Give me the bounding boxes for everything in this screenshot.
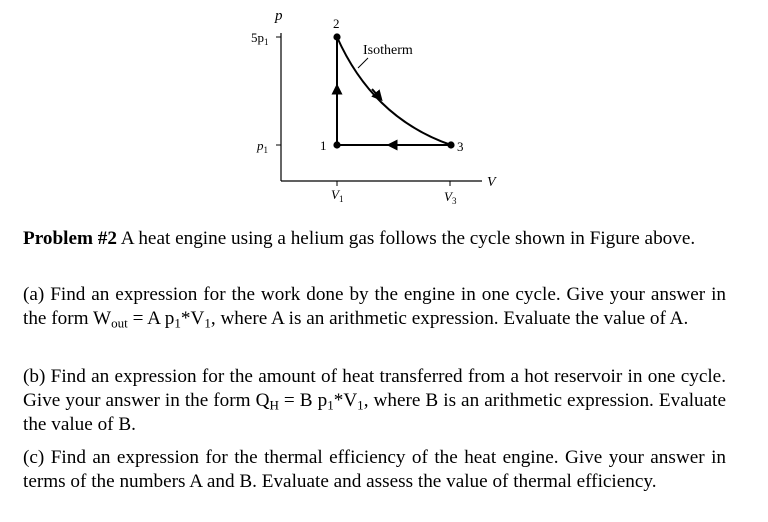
point-1-label: 1 xyxy=(320,138,327,153)
point-2-dot xyxy=(333,33,340,40)
part-a: (a) Find an expression for the work done by the engine in one cycle. Give your answer in the form $W_{out} = A$ $p_1*V_1$, where A is an arithmetic expression. Evaluate the value of A. xyxy=(23,284,726,331)
point-3-label: 3 xyxy=(457,139,464,154)
v-axis-label: V xyxy=(487,175,496,190)
part-b: (b) Find an expression for the amount of heat transferred from a hot reservoir in one cycle. Give your answer in the form $Q_H = B$ $p_1*V_1$, where B is an arithmetic expression. Evaluate the value of B. xyxy=(23,366,726,435)
v1-label: $V_1$ xyxy=(331,187,344,204)
part-c: (c) Find an expression for the thermal efficiency of the heat engine. Give your answer in terms of the numbers A and B. Evaluate and assess the value of thermal efficiency. xyxy=(23,447,726,492)
problem-intro xyxy=(23,227,726,251)
problem-label: Problem #2 xyxy=(23,228,117,249)
point-1-dot xyxy=(333,141,340,148)
isotherm-leader xyxy=(358,58,368,68)
point-2-label: 2 xyxy=(333,16,340,31)
problem-intro-text: A heat engine using a helium gas follows the cycle shown in Figure above. xyxy=(120,228,696,249)
p-axis-label: p xyxy=(275,8,283,24)
v3-label: $V_3$ xyxy=(444,189,457,206)
point-3-dot xyxy=(447,141,454,148)
pv-diagram xyxy=(0,0,768,215)
p-high-label: $5p_1$ xyxy=(251,30,269,47)
isotherm-label: Isotherm xyxy=(363,43,413,58)
p-low-label: $p_1$ xyxy=(257,138,268,155)
